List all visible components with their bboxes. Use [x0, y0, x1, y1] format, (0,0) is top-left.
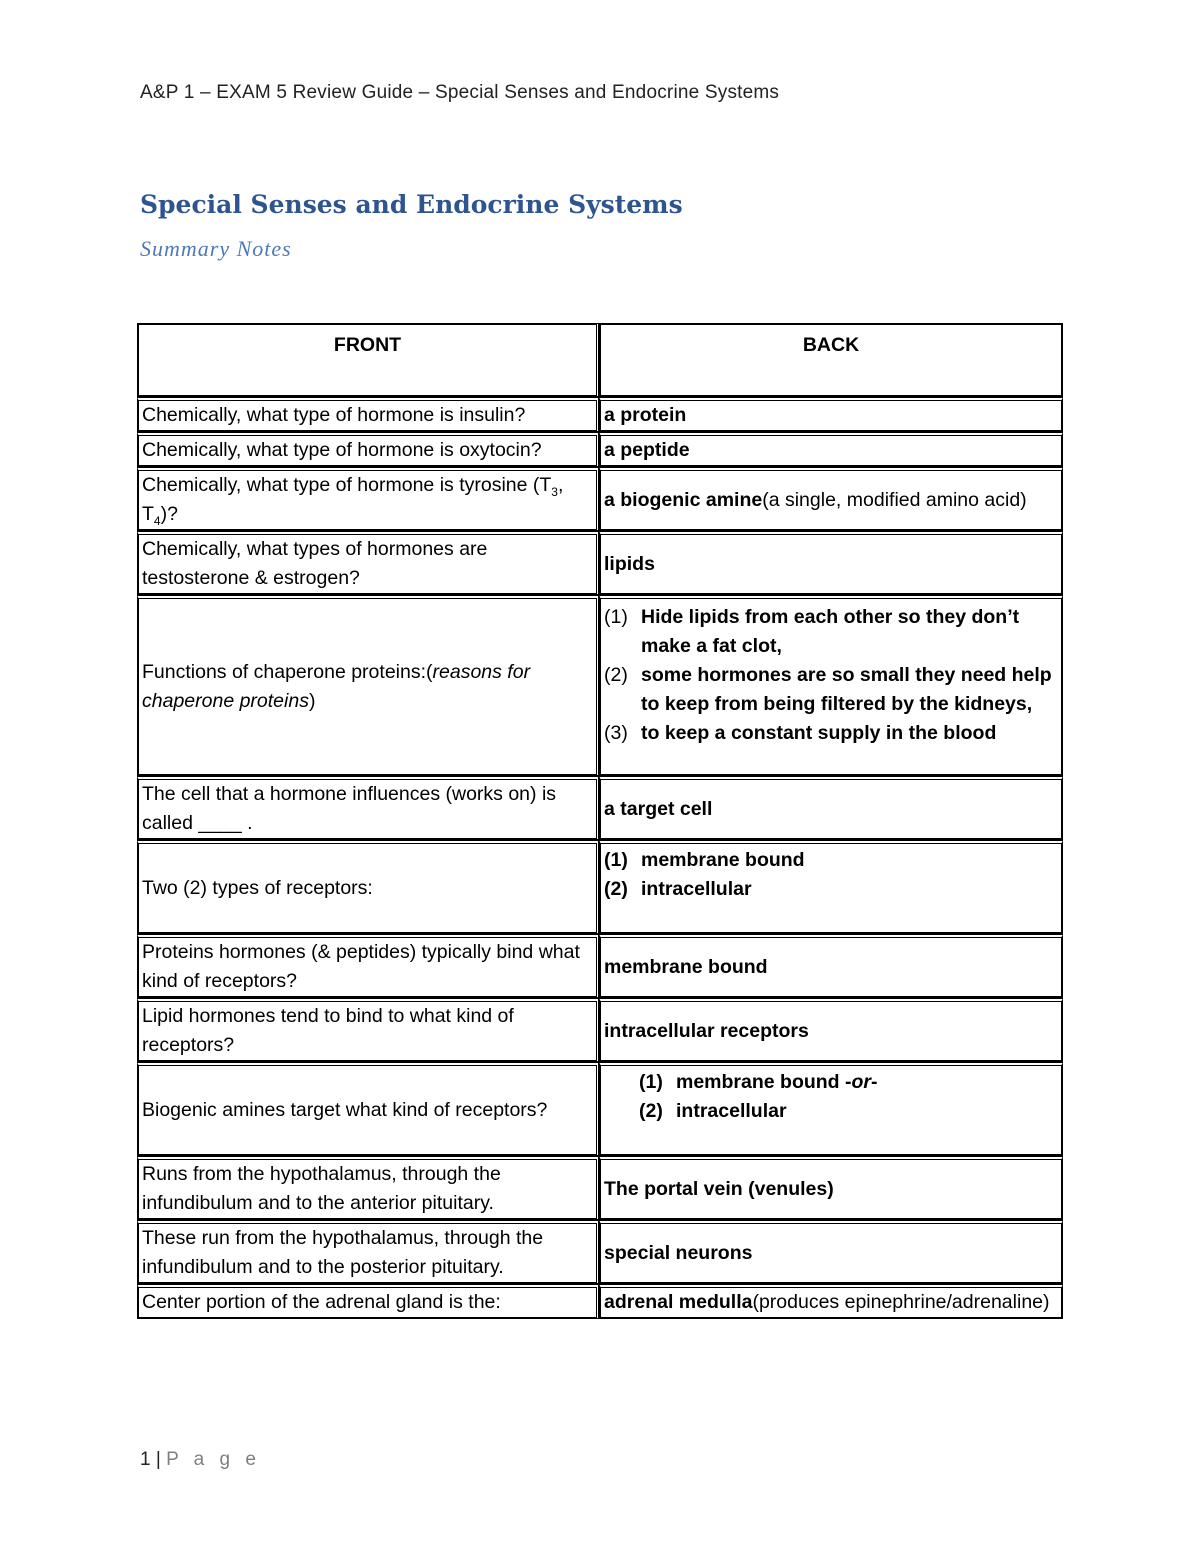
front-cell: The cell that a hormone influences (works on) is called ____ .	[137, 776, 599, 840]
front-cell: Center portion of the adrenal gland is the:	[137, 1284, 599, 1319]
table-row	[137, 432, 1063, 467]
front-cell: These run from the hypothalamus, through the infundibulum and to the posterior pituitary.	[137, 1220, 599, 1284]
back-header: BACK	[599, 323, 1063, 397]
list-item: (3) to keep a constant supply in the blood	[604, 722, 997, 744]
table-row	[137, 595, 1063, 776]
page-number: 1	[140, 1449, 151, 1470]
flashcard-table	[137, 323, 1063, 1319]
front-cell: Lipid hormones tend to bind to what kind of receptors?	[137, 998, 599, 1062]
table-row	[137, 1062, 1063, 1156]
document-title: Special Senses and Endocrine Systems	[140, 190, 683, 219]
table-row	[137, 397, 1063, 432]
front-cell: Chemically, what type of hormone is tyrosine ($T_3$, $T_4$)?	[137, 467, 599, 531]
back-cell: lipids	[599, 531, 1063, 595]
table-row	[137, 998, 1063, 1062]
front-cell: Chemically, what types of hormones are testosterone & estrogen?	[137, 531, 599, 595]
table-row	[137, 840, 1063, 934]
list-item: (1) Hide lipids from each other so they don’t make a fat clot,	[604, 606, 1020, 657]
table-row	[137, 1220, 1063, 1284]
document-subtitle: Summary Notes	[140, 236, 292, 261]
front-cell: Proteins hormones (& peptides) typically bind what kind of receptors?	[137, 934, 599, 998]
table-row	[137, 934, 1063, 998]
back-cell: a target cell	[599, 776, 1063, 840]
front-cell: Two (2) types of receptors:	[137, 840, 599, 934]
front-cell: Functions of chaperone proteins:(reasons for chaperone proteins)	[137, 595, 599, 776]
list-item: (2) intracellular	[639, 1100, 787, 1122]
back-cell	[599, 840, 1063, 934]
back-cell: adrenal medulla(produces epinephrine/adrenaline)	[599, 1284, 1063, 1319]
table-row	[137, 467, 1063, 531]
back-cell: a protein	[599, 397, 1063, 432]
front-header: FRONT	[137, 323, 599, 397]
back-cell: a biogenic amine(a single, modified amino acid)	[599, 467, 1063, 531]
footer-separator: |	[150, 1449, 167, 1470]
back-cell: intracellular receptors	[599, 998, 1063, 1062]
table-row	[137, 531, 1063, 595]
page-label: P a g e	[166, 1449, 261, 1470]
table-header-row	[137, 323, 1063, 397]
amine-receptors-list	[604, 1068, 1058, 1126]
table-row	[137, 1284, 1063, 1319]
front-cell: Chemically, what type of hormone is oxytocin?	[137, 432, 599, 467]
table-row	[137, 1156, 1063, 1220]
list-item: (2) intracellular	[604, 878, 752, 900]
back-cell: special neurons	[599, 1220, 1063, 1284]
back-cell: membrane bound	[599, 934, 1063, 998]
receptor-types-list	[604, 846, 1058, 904]
list-item: (1) membrane bound	[604, 849, 805, 871]
chaperone-functions-list	[604, 603, 1058, 748]
back-cell	[599, 1062, 1063, 1156]
list-item: (2) some hormones are so small they need help to keep from being filtered by the kidneys,	[604, 664, 1052, 715]
front-cell: Biogenic amines target what kind of receptors?	[137, 1062, 599, 1156]
back-cell	[599, 595, 1063, 776]
front-cell: Chemically, what type of hormone is insulin?	[137, 397, 599, 432]
front-cell: Runs from the hypothalamus, through the infundibulum and to the anterior pituitary.	[137, 1156, 599, 1220]
list-item: (1) membrane bound -or-	[639, 1071, 878, 1093]
running-header: A&P 1 – EXAM 5 Review Guide – Special Senses and Endocrine Systems	[140, 82, 780, 103]
table-row	[137, 776, 1063, 840]
back-cell: a peptide	[599, 432, 1063, 467]
page-footer	[140, 1449, 261, 1471]
back-cell: The portal vein (venules)	[599, 1156, 1063, 1220]
